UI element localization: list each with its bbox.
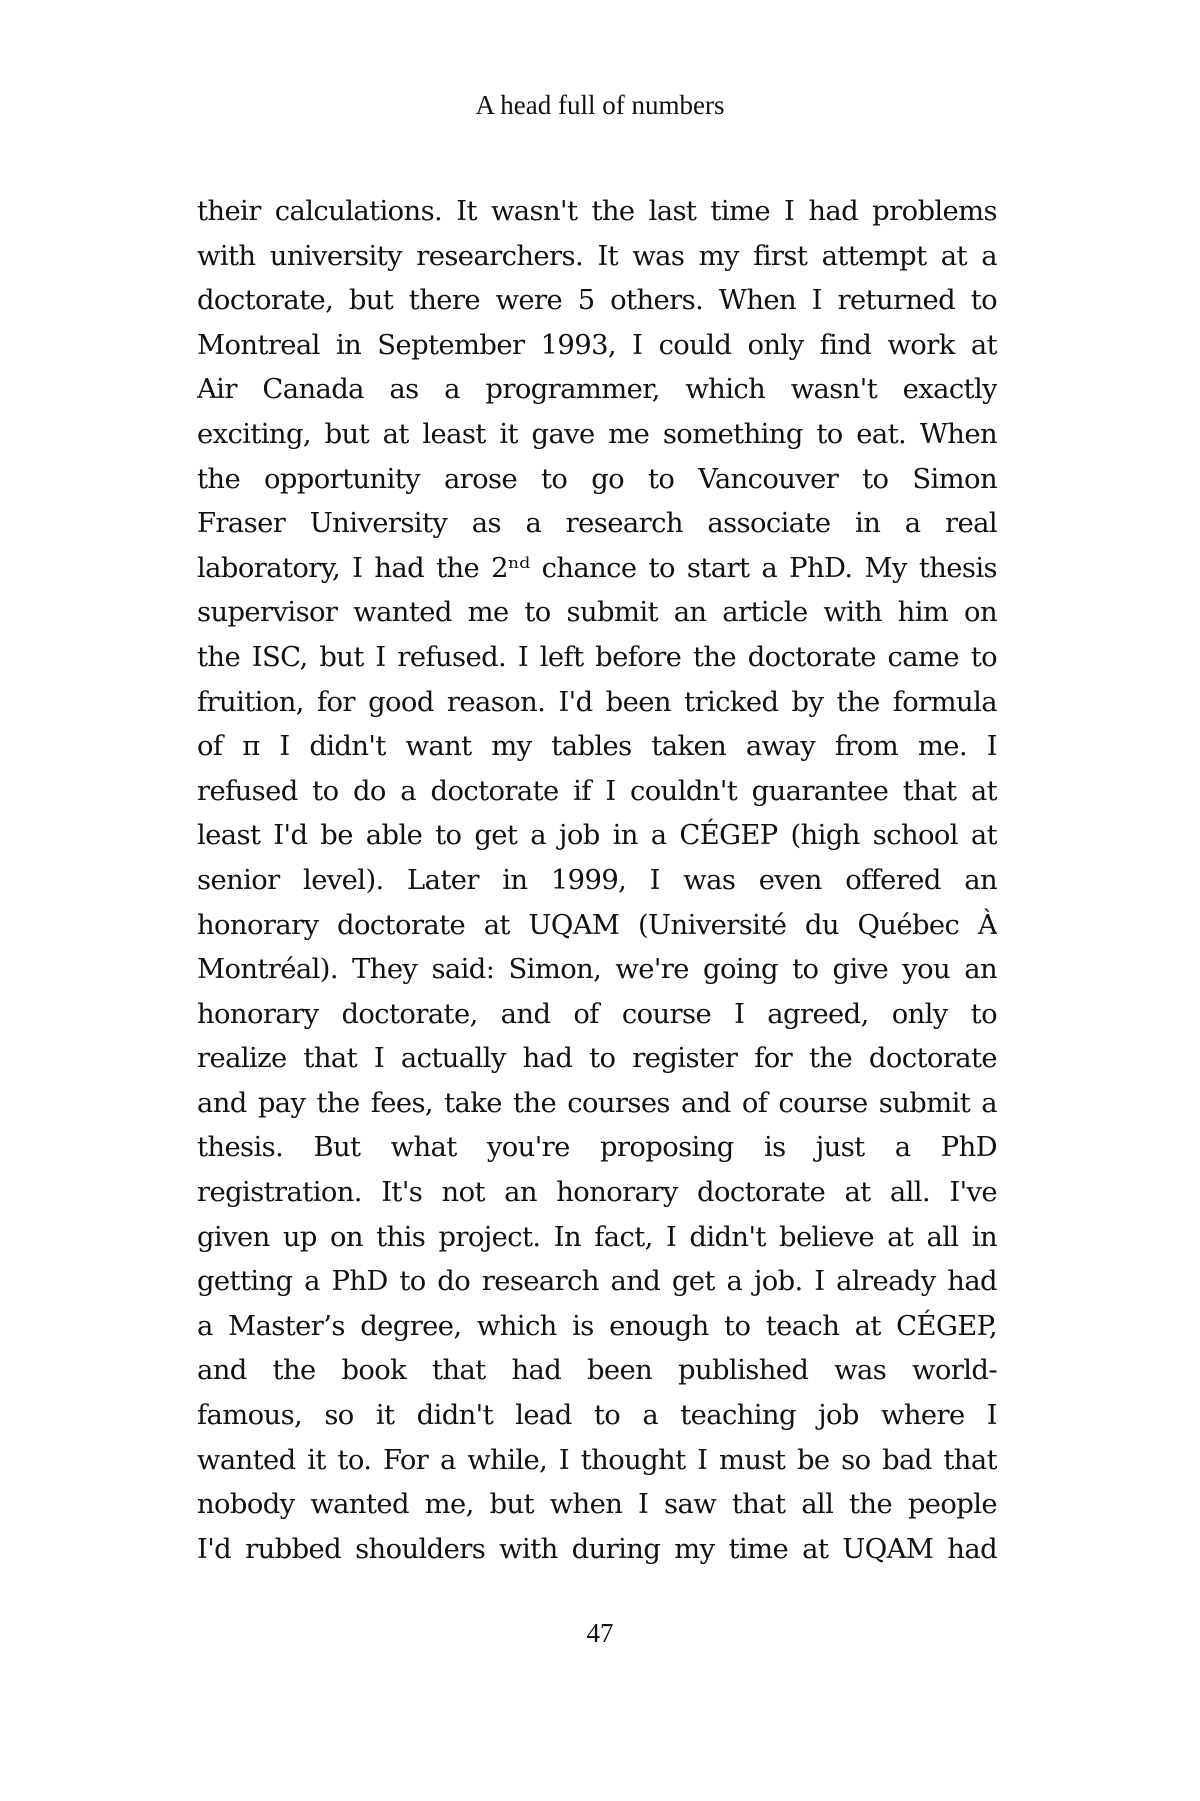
text-line: laboratory, I had the 2ⁿᵈ chance to start a PhD. My thesis	[197, 552, 997, 584]
text-line: with university researchers. It was my first attempt at a	[197, 240, 997, 272]
text-line: supervisor wanted me to submit an article with him on	[197, 597, 997, 629]
text-line: realize that I actually had to register for the doctorate	[197, 1043, 997, 1075]
text-line: Montreal in September 1993, I could only find work at	[197, 329, 997, 361]
text-line: honorary doctorate at UQAM (Université du Québec À	[197, 909, 997, 941]
text-line: refused to do a doctorate if I couldn't guarantee that at	[197, 775, 997, 807]
text-line: a Master’s degree, which is enough to teach at CÉGEP,	[197, 1310, 997, 1342]
text-line: senior level). Later in 1999, I was even offered an	[197, 864, 997, 896]
text-line: honorary doctorate, and of course I agreed, only to	[197, 998, 997, 1030]
text-line: getting a PhD to do research and get a job. I already had	[197, 1266, 997, 1298]
page-number: 47	[586, 1618, 614, 1648]
running-head: A head full of numbers	[475, 90, 725, 120]
text-line: least I'd be able to get a job in a CÉGEP (high school at	[197, 820, 997, 852]
text-line: exciting, but at least it gave me something to eat. When	[197, 418, 997, 450]
text-line: registration. It's not an honorary doctorate at all. I've	[197, 1177, 997, 1209]
text-line: Fraser University as a research associate in a real	[197, 508, 997, 540]
text-line: given up on this project. In fact, I didn't believe at all in	[197, 1221, 997, 1253]
text-line: the ISC, but I refused. I left before the doctorate came to	[197, 641, 997, 673]
text-line: famous, so it didn't lead to a teaching job where I	[197, 1400, 997, 1432]
body-paragraph	[197, 190, 997, 1572]
text-line: the opportunity arose to go to Vancouver to Simon	[197, 463, 997, 495]
text-line: and the book that had been published was world-	[197, 1355, 997, 1387]
text-line: and pay the fees, take the courses and of course submit a	[197, 1087, 997, 1119]
text-line: I'd rubbed shoulders with during my time at UQAM had	[197, 1533, 997, 1565]
text-line: their calculations. It wasn't the last time I had problems	[197, 196, 997, 227]
text-line: doctorate, but there were 5 others. When I returned to	[197, 285, 997, 317]
text-line: nobody wanted me, but when I saw that all the people	[197, 1489, 997, 1521]
text-line: wanted it to. For a while, I thought I must be so bad that	[197, 1444, 997, 1476]
text-line: of π I didn't want my tables taken away from me. I	[197, 731, 997, 763]
text-line: thesis. But what you're proposing is just a PhD	[197, 1132, 997, 1164]
text-line: Montréal). They said: Simon, we're going to give you an	[197, 954, 997, 986]
text-line: fruition, for good reason. I'd been tricked by the formula	[197, 686, 997, 718]
text-line: Air Canada as a programmer, which wasn't exactly	[197, 374, 997, 406]
